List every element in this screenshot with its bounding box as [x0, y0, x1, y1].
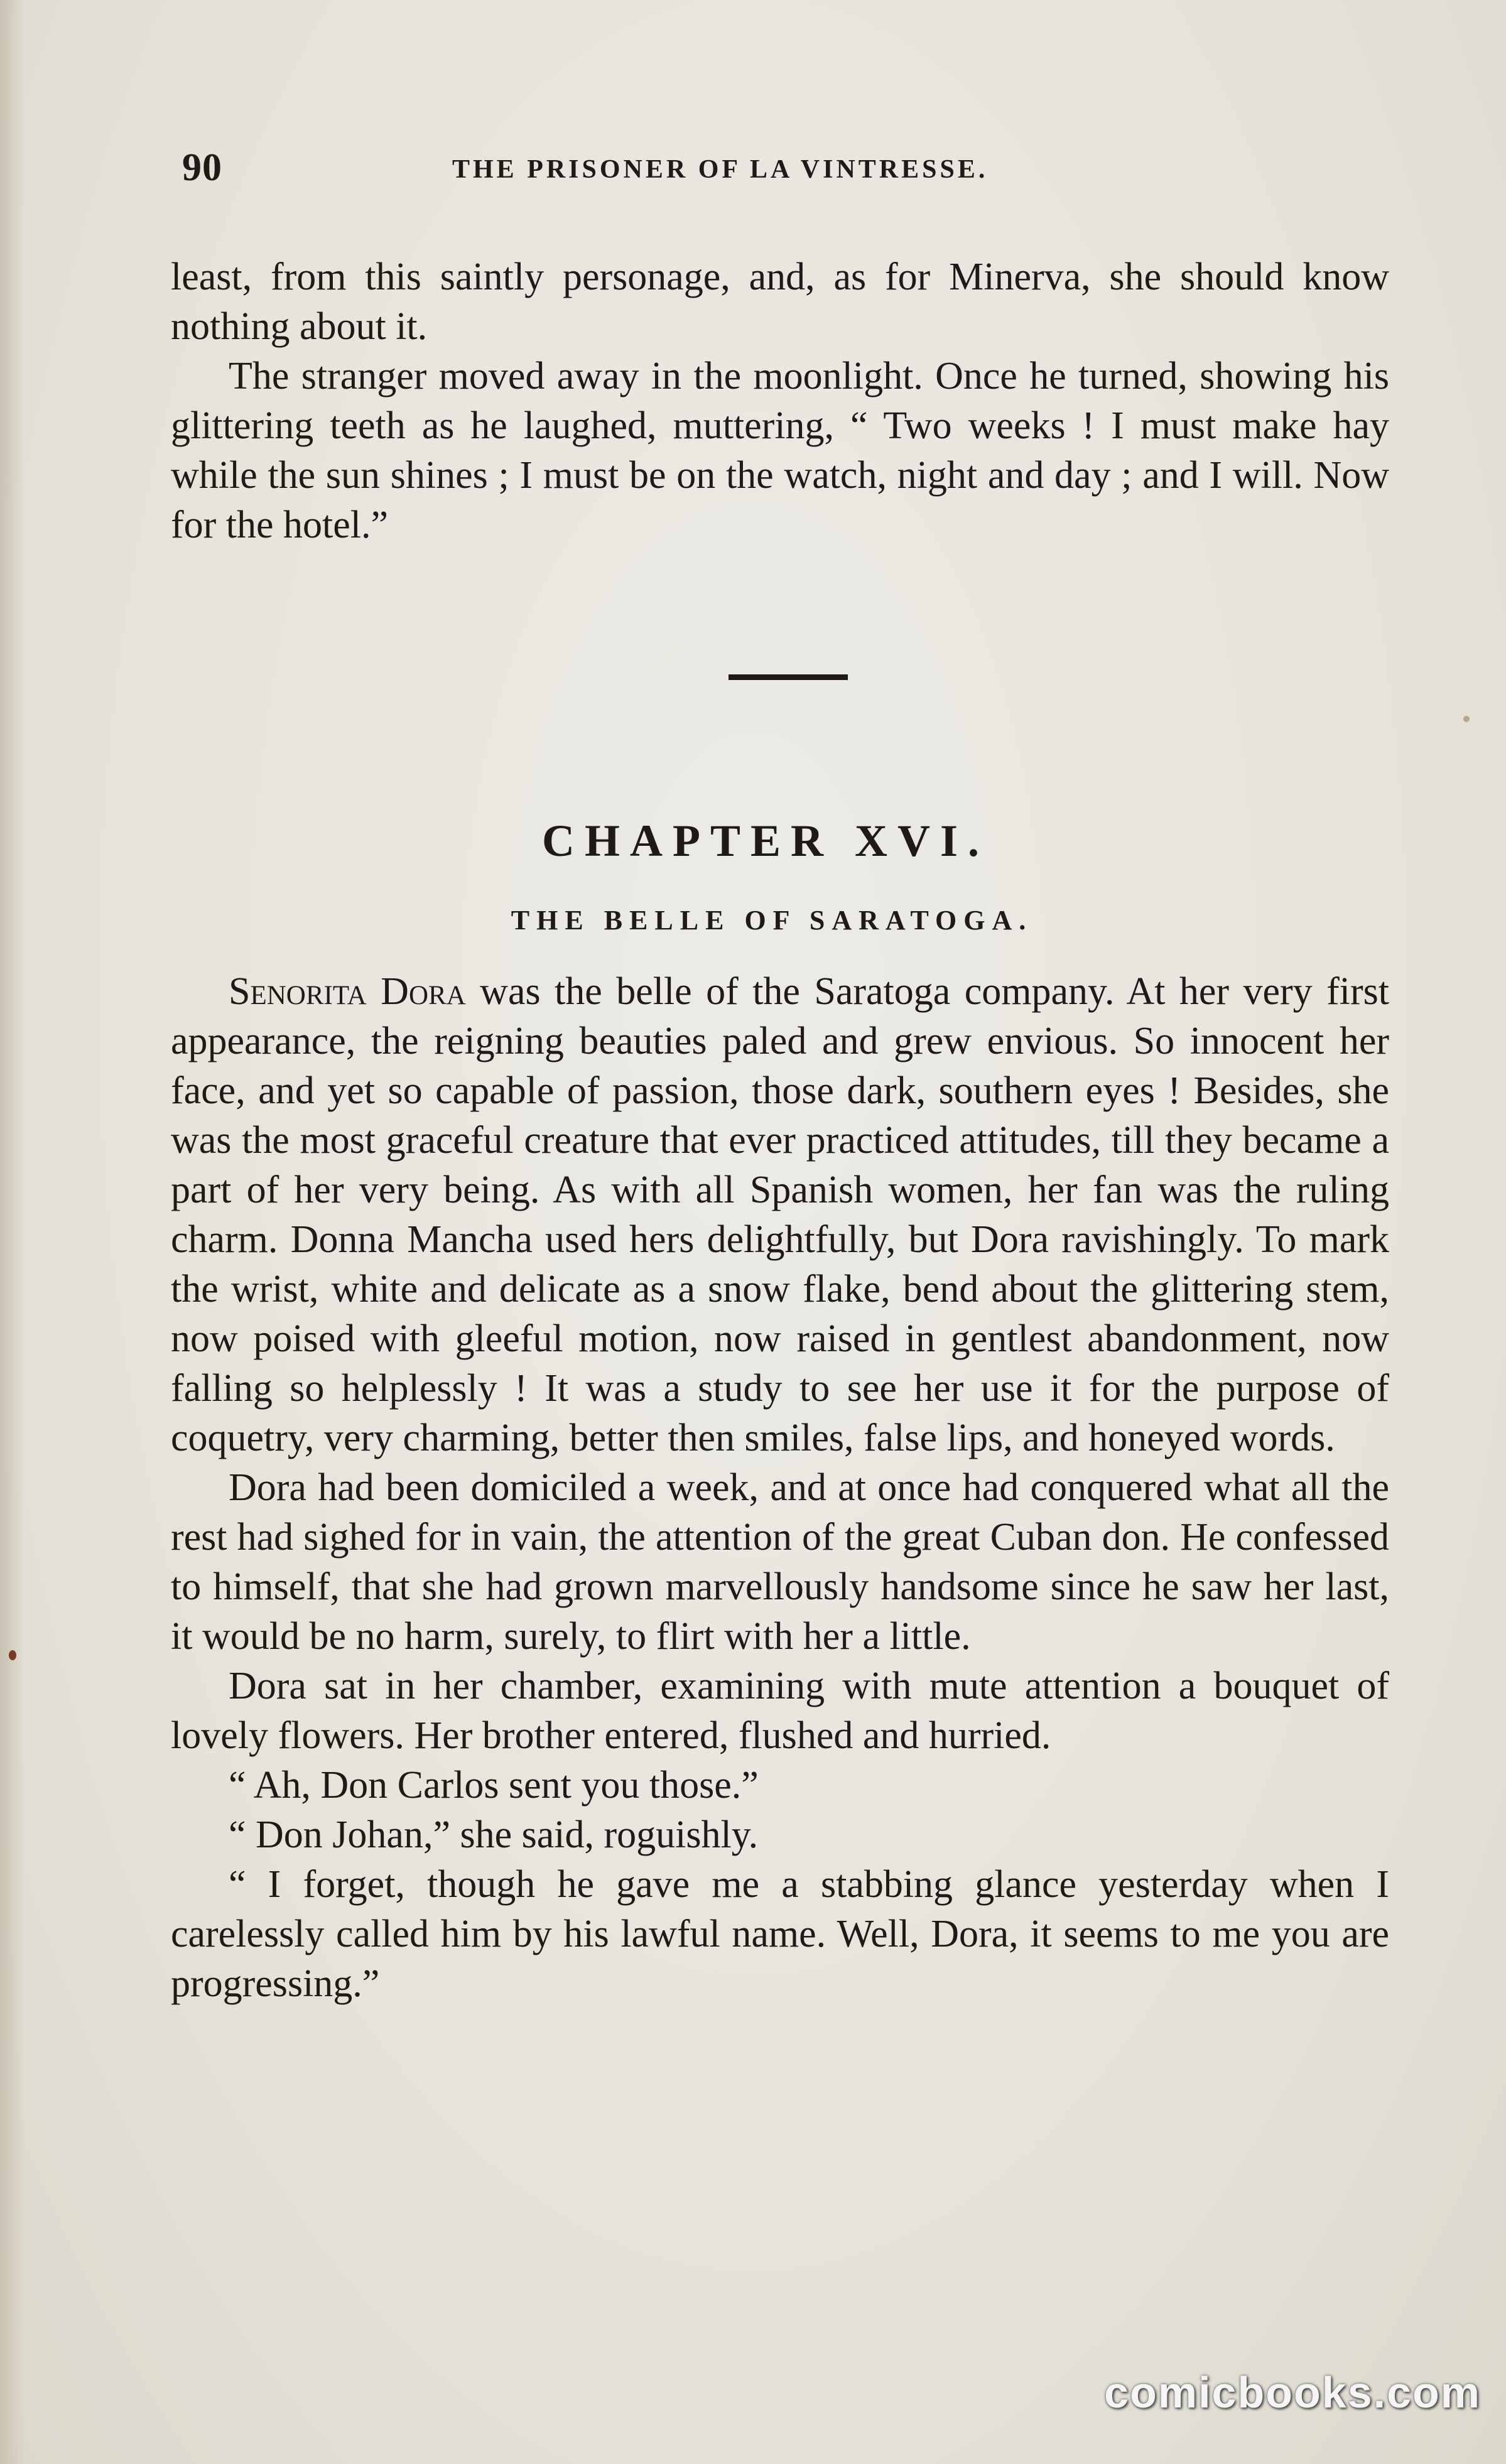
running-title: THE PRISONER OF LA VINTRESSE.: [452, 155, 989, 184]
page-edge-shadow: [0, 0, 25, 2464]
body-paragraph-3: Dora sat in her chamber, examining with mute attention a bouquet of lovely flowers. Her brother entered, flushed and hurried.: [171, 1665, 1389, 1757]
body-paragraph-1: [171, 967, 1389, 1463]
body-paragraph-5: “ Don Johan,” she said, roguishly.: [229, 1813, 759, 1856]
body-paragraph-1-lead: Senorita Dora: [229, 970, 466, 1013]
site-watermark: comicbooks.com: [1104, 2368, 1481, 2417]
chapter-body: [171, 967, 1389, 2009]
opening-text: [171, 252, 1389, 550]
body-paragraph-4: “ Ah, Don Carlos sent you those.”: [229, 1764, 759, 1807]
paper-speck: [9, 1650, 16, 1660]
body-paragraph-1-text: was the belle of the Saratoga company. At her very first appearance, the reigning beauties paled and grew envious. So innocent her face, and yet so capable of passion, those dark, southern eyes ! Besides, she was the most graceful creature that ever practiced attitudes, till they became a part of her very being. As with all Spanish women, her fan was the ruling charm. Donna Mancha used hers delightfully, but Dora ravishingly. To mark the wrist, white and delicate as a snow flake, bend about the glittering stem, now poised with gleeful motion, now raised in gentlest abandonment, now falling so helplessly ! It was a study to see her use it for the purpose of coquetry, very charming, better then smiles, false lips, and honeyed words.: [171, 970, 1389, 1459]
section-divider: [729, 674, 848, 680]
body-paragraph-6: “ I forget, though he gave me a stabbing glance yesterday when I carelessly called him by his lawful name. Well, Dora, it seems to me you are progressing.”: [171, 1863, 1389, 2005]
chapter-title: CHAPTER XVI.: [541, 816, 990, 866]
opening-paragraph-1: least, from this saintly personage, and, as for Minerva, she should know nothing about it.: [171, 256, 1389, 348]
chapter-subtitle: THE BELLE OF SARATOGA.: [511, 905, 1033, 936]
opening-paragraph-2: The stranger moved away in the moonlight. Once he turned, showing his glittering teeth as he laughed, muttering, “ Two weeks ! I must make hay while the sun shines ; I must be on the watch, night and day ; and I will. Now for the hotel.”: [171, 355, 1389, 546]
paper-speck: [1463, 716, 1470, 722]
page-header: [182, 146, 1388, 196]
body-paragraph-2: Dora had been domiciled a week, and at once had conquered what all the rest had sighed for in vain, the attention of the great Cuban don. He confessed to himself, that she had grown marvellously handsome since he saw her last, it would be no harm, surely, to flirt with her a little.: [171, 1466, 1389, 1658]
page-number: 90: [182, 146, 222, 189]
